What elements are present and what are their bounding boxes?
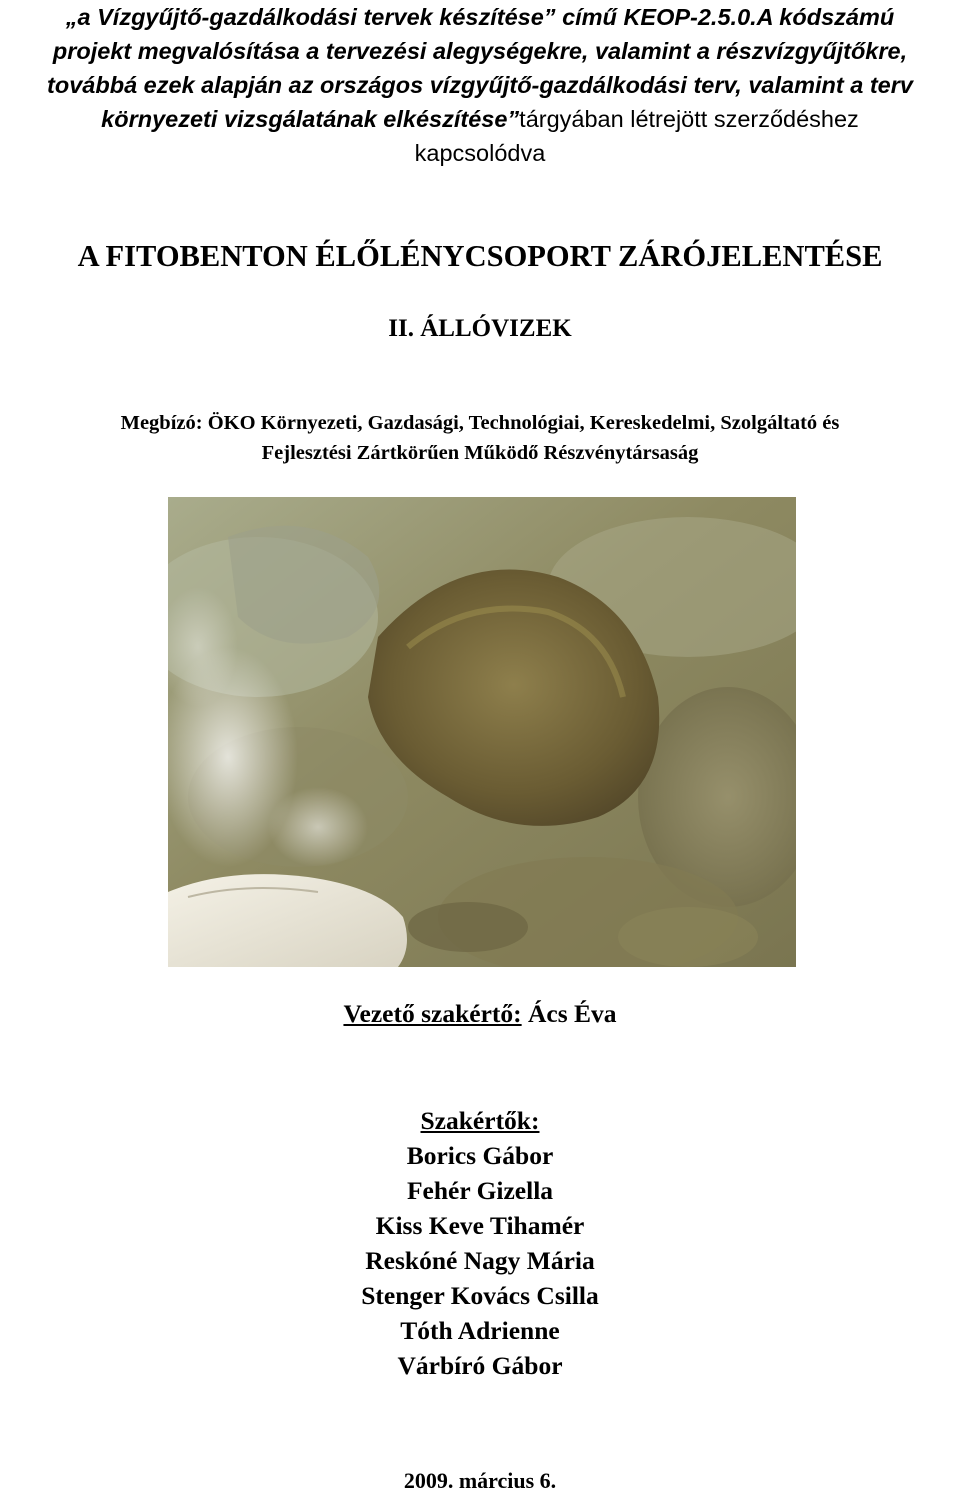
client-line-1: Megbízó: ÖKO Környezeti, Gazdasági, Technológiai, Kereskedelmi, Szolgáltató és	[120, 412, 840, 434]
intro-line-3: továbbá ezek alapján az országos vízgyűjtő-gazdálkodási terv, valamint a terv	[47, 72, 913, 98]
expert-name: Borics Gábor	[406, 1141, 554, 1170]
report-title: A FITOBENTON ÉLŐLÉNYCSOPORT ZÁRÓJELENTÉSE	[77, 239, 883, 273]
intro-line-4	[20, 102, 940, 136]
intro-line-4-regular: tárgyában létrejött szerződéshez	[519, 106, 859, 132]
report-date: 2009. március 6.	[403, 1468, 557, 1493]
intro-line-2: projekt megvalósítása a tervezési alegységekre, valamint a részvízgyűjtőkre,	[52, 38, 908, 64]
expert-name: Stenger Kovács Csilla	[361, 1281, 599, 1310]
expert-name: Tóth Adrienne	[400, 1316, 560, 1345]
client-info	[10, 408, 950, 468]
lead-expert-label: Vezető szakértő:	[343, 999, 522, 1028]
expert-name: Fehér Gizella	[406, 1176, 554, 1205]
lead-expert	[0, 996, 960, 1032]
report-subtitle: II. ÁLLÓVIZEK	[388, 315, 572, 342]
expert-name: Reskóné Nagy Mária	[365, 1246, 595, 1275]
underwater-stones-photo	[168, 497, 796, 967]
client-line-2: Fejlesztési Zártkörűen Működő Részvénytársaság	[261, 442, 699, 464]
project-description	[20, 0, 940, 170]
experts-header: Szakértők:	[420, 1106, 540, 1135]
intro-line-4-italic: környezeti vizsgálatának elkészítése”	[101, 106, 520, 132]
intro-line-1: „a Vízgyűjtő-gazdálkodási tervek készítése” című KEOP-2.5.0.A kódszámú	[65, 4, 895, 30]
expert-name: Kiss Keve Tihamér	[375, 1211, 585, 1240]
expert-name: Várbíró Gábor	[397, 1351, 563, 1380]
lead-expert-name: Ács Éva	[528, 999, 617, 1028]
experts-list	[0, 1103, 960, 1383]
intro-line-5: kapcsolódva	[414, 140, 546, 166]
